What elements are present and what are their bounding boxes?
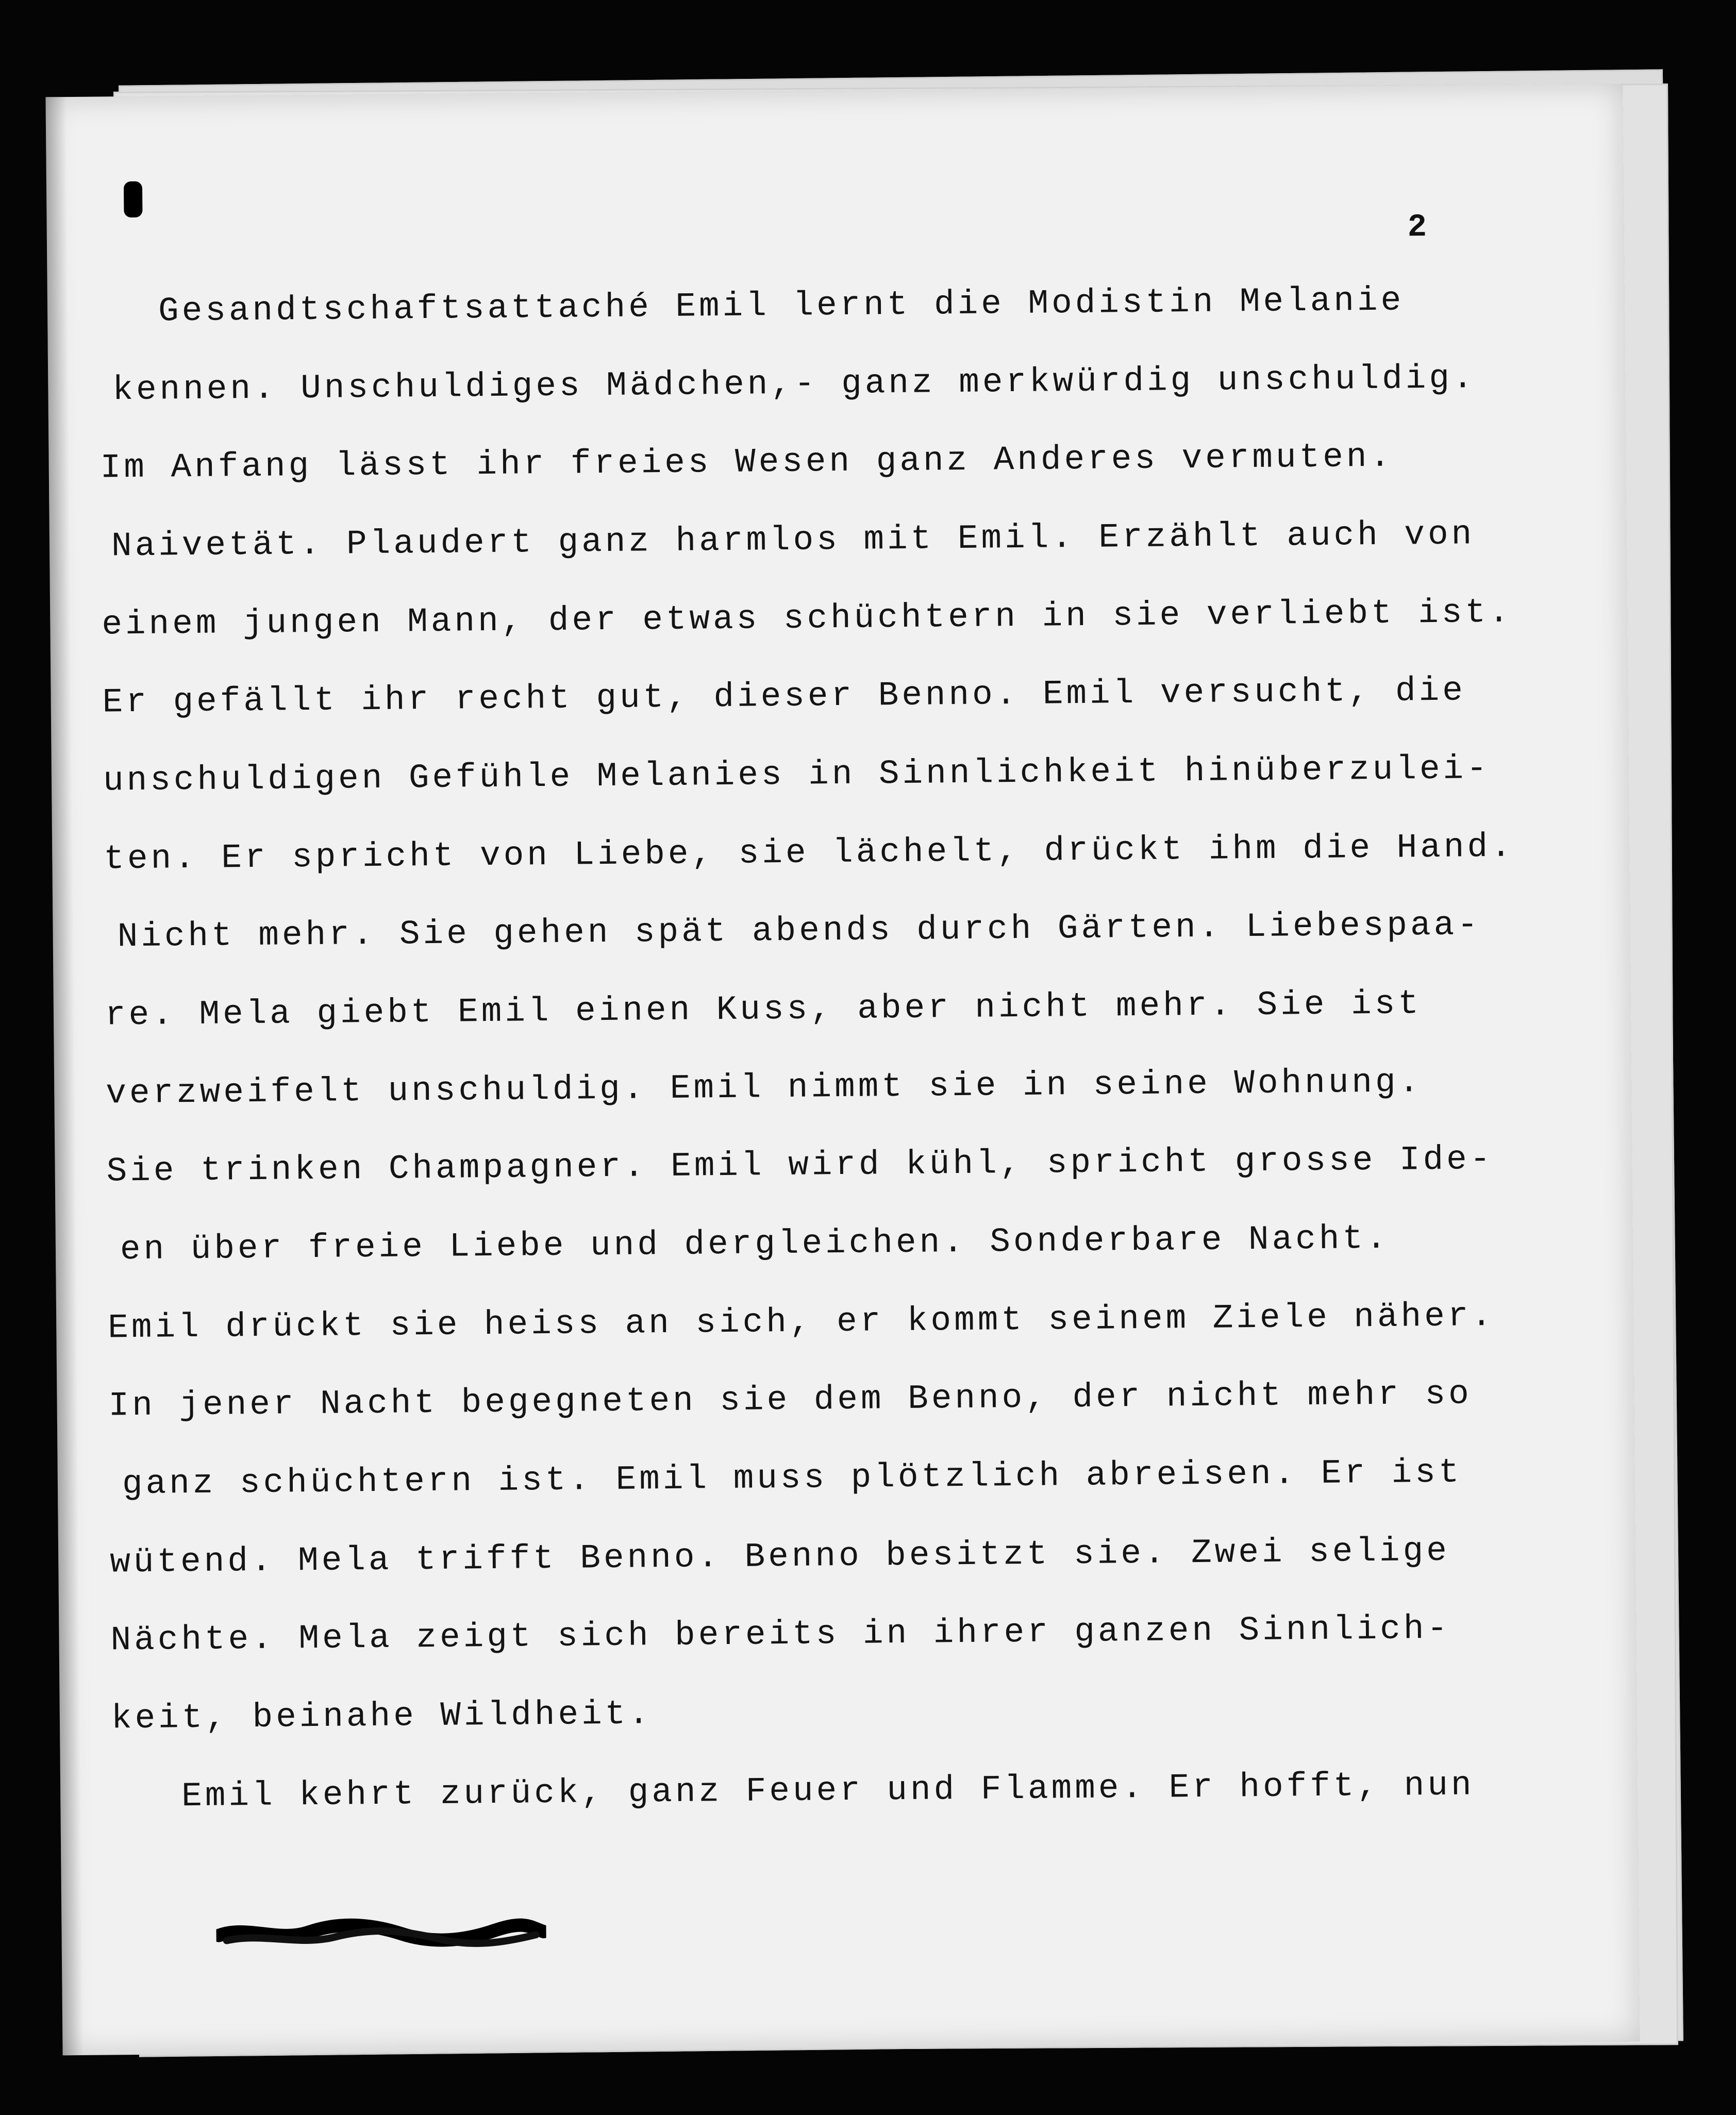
text-line: ten. Er spricht von Liebe, sie lächelt, drückt ihm die Hand. [104, 827, 1514, 879]
text-line: unschuldigen Gefühle Melanies in Sinnlichkeit hinüberzulei- [103, 749, 1491, 800]
text-line: Gesandtschaftsattaché Emil lernt die Modistin Melanie [158, 281, 1405, 331]
text-line: Nächte. Mela zeigt sich bereits in ihrer ganzen Sinnlich- [110, 1609, 1451, 1660]
text-line: wütend. Mela trifft Benno. Benno besitzt sie. Zwei selige [109, 1531, 1450, 1582]
text-line: Emil drückt sie heiss an sich, er kommt seinem Ziele näher. [107, 1296, 1495, 1348]
text-line: verzweifelt unschuldig. Emil nimmt sie in seine Wohnung. [106, 1063, 1423, 1113]
page-number: 2 [1407, 209, 1427, 246]
text-line: Er gefällt ihr recht gut, dieser Benno. Emil versucht, die [102, 671, 1466, 722]
text-line: Im Anfang lässt ihr freies Wesen ganz Anderes vermuten. [100, 437, 1394, 488]
typewritten-page [45, 83, 1640, 2056]
text-line: In jener Nacht begegneten sie dem Benno, der nicht mehr so [108, 1374, 1473, 1425]
text-line: kennen. Unschuldiges Mädchen,- ganz merkwürdig unschuldig. [112, 359, 1476, 410]
text-line: keit, beinahe Wildheit. [111, 1694, 653, 1738]
typed-text-body [45, 83, 1640, 2056]
redaction-scribble [216, 1912, 546, 1951]
text-line: re. Mela giebt Emil einen Kuss, aber nicht mehr. Sie ist [105, 984, 1422, 1035]
text-line: Naivetät. Plaudert ganz harmlos mit Emil. Erzählt auch von [111, 515, 1475, 566]
text-line: Nicht mehr. Sie gehen spät abends durch Gärten. Liebespaa- [117, 905, 1481, 956]
text-line: Emil kehrt zurück, ganz Feuer und Flamme. Er hofft, nun [181, 1766, 1475, 1816]
text-line: Sie trinken Champagner. Emil wird kühl, spricht grosse Ide- [106, 1139, 1494, 1191]
text-line: einem jungen Mann, der etwas schüchtern in sie verliebt ist. [102, 593, 1513, 644]
text-line: ganz schüchtern ist. Emil muss plötzlich abreisen. Er ist [122, 1453, 1462, 1504]
text-line: en über freie Liebe und dergleichen. Sonderbare Nacht. [120, 1219, 1390, 1269]
